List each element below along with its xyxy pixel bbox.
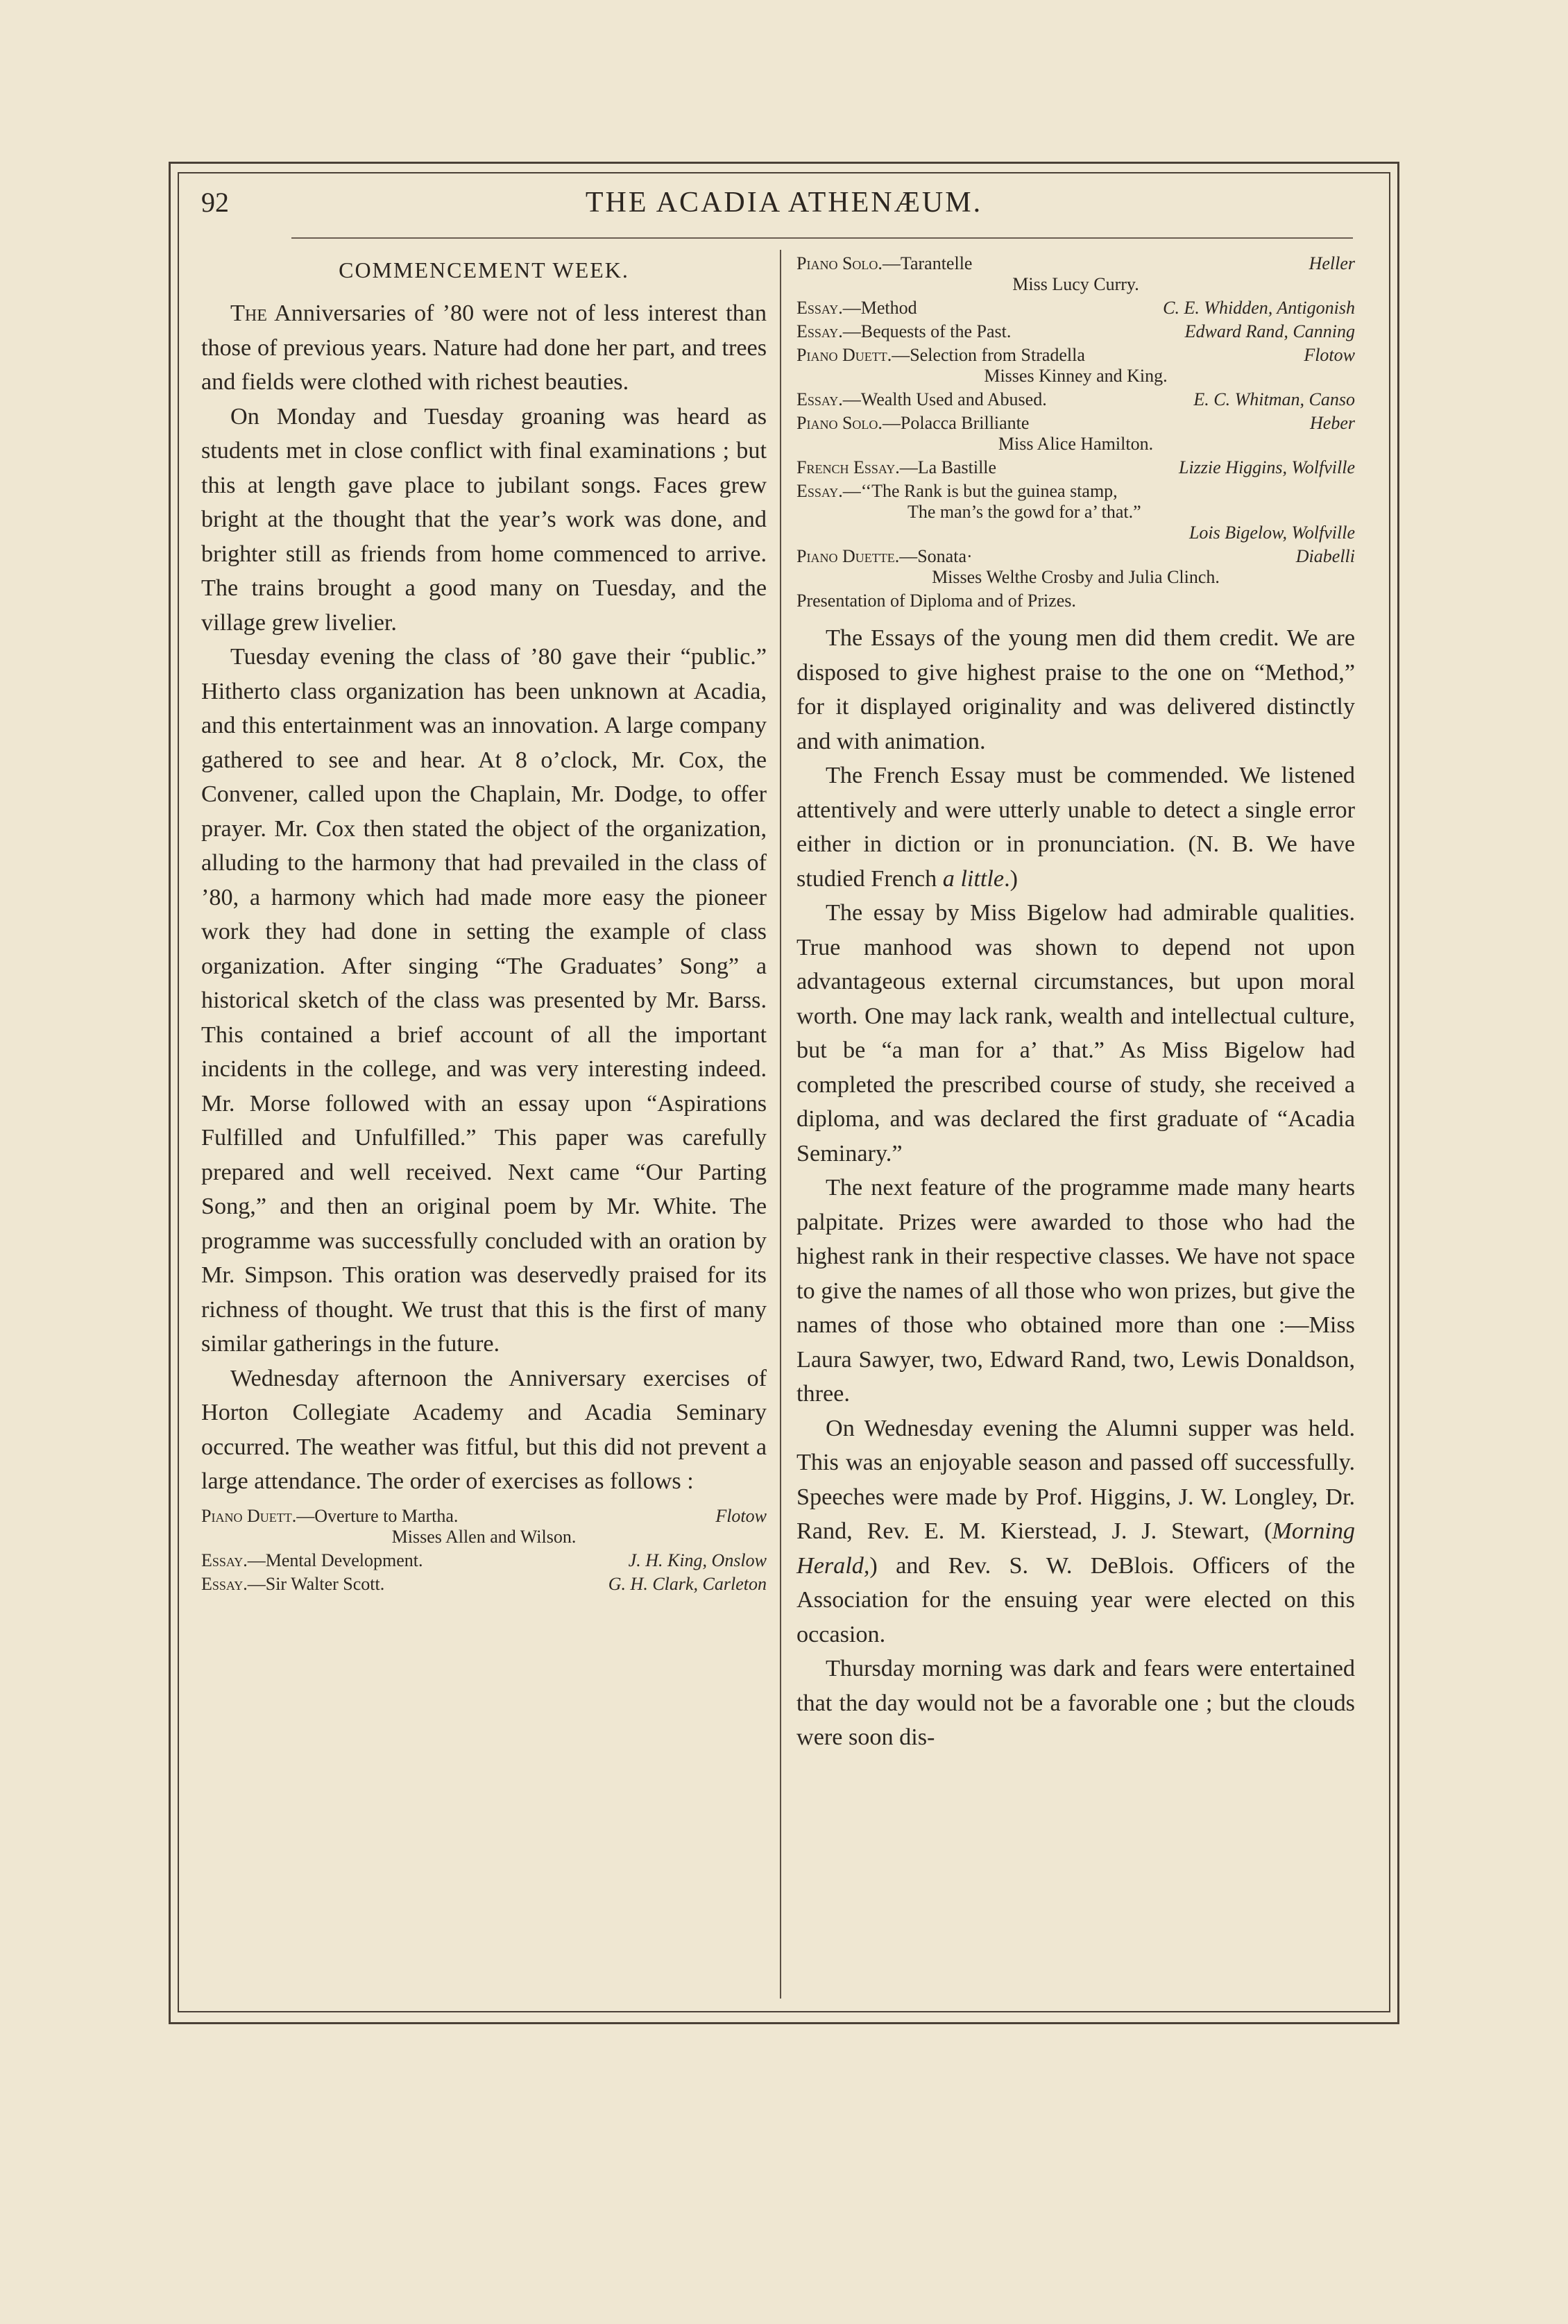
programme-item bbox=[796, 413, 1355, 455]
column-divider bbox=[780, 250, 781, 1999]
left-column bbox=[201, 253, 767, 1597]
drop-word: The bbox=[230, 300, 267, 326]
item-performers: Miss Alice Hamilton. bbox=[998, 434, 1154, 454]
item-title: .—Polacca Brilliante bbox=[878, 413, 1030, 433]
item-title: .—La Bastille bbox=[895, 457, 997, 477]
item-author: Lois Bigelow, Wolfville bbox=[1188, 523, 1355, 543]
item-type: Piano Solo bbox=[796, 253, 878, 273]
programme-item bbox=[796, 345, 1355, 387]
item-performers: Miss Lucy Curry. bbox=[1012, 274, 1139, 294]
programme-list bbox=[201, 1506, 767, 1595]
paragraph-text: .) bbox=[1004, 865, 1019, 892]
page-header bbox=[201, 182, 1367, 223]
paragraph: Tuesday evening the class of ’80 gave their “public.” Hitherto class organization has been unknown at Acadia, and this entertainment was an innovation. A large company gathered to see and hear. At 8 o’clock, Mr. Cox, the Convener, called upon the Chaplain, Mr. Dodge, to offer prayer. Mr. Cox then stated the object of the organization, alluding to the harmony that had prevailed in the class of ’80, a harmony which had made more easy the pioneer work they had done in setting the example of class organization. After singing “The Graduates’ Song” a historical sketch of the class was presented by Mr. Barss. This contained a brief account of all the important incidents in the college, and was very interesting indeed. Mr. Morse followed with an essay upon “Aspirations Fulfilled and Unfulfilled.” This paper was carefully prepared and well received. Next came “Our Parting Song,” and then an original poem by Mr. White. The programme was successfully concluded with an oration by Mr. Simpson. This oration was deservedly praised for its richness of thought. We trust that this is the first of many similar gatherings in the future. bbox=[201, 644, 767, 1357]
item-title: .—Mental Development. bbox=[243, 1550, 423, 1570]
item-type: Essay bbox=[201, 1573, 244, 1594]
item-type: Essay bbox=[796, 481, 839, 501]
item-type: Essay bbox=[201, 1550, 244, 1570]
programme-closing: Presentation of Diploma and of Prizes. bbox=[796, 591, 1076, 611]
paragraph bbox=[201, 296, 767, 400]
item-composer: Heller bbox=[1309, 253, 1355, 273]
programme-item bbox=[796, 321, 1355, 342]
item-title: .—Sonata· bbox=[894, 546, 973, 566]
item-type: Piano Solo bbox=[796, 413, 878, 433]
programme-item bbox=[796, 253, 1355, 295]
item-composer: Heber bbox=[1310, 413, 1355, 433]
programme-list bbox=[796, 253, 1355, 611]
item-title: .—Selection from Stradella bbox=[887, 345, 1085, 365]
paragraph-text: ) and Rev. S. W. DeBlois. Officers of the Association for the ensuing year were elected on this occasion. bbox=[796, 1552, 1355, 1647]
programme-item bbox=[796, 457, 1355, 478]
paragraph: The essay by Miss Bigelow had admirable qualities. True manhood was shown to depend not upon advantageous external circumstances, but upon moral worth. One may lack rank, wealth and intellectual culture, but be “a man for a’ that.” As Miss Bigelow had completed the prescribed course of study, she received a diploma, and was declared the first graduate of “Acadia Seminary.” bbox=[796, 900, 1355, 1167]
item-performers: Misses Allen and Wilson. bbox=[391, 1526, 577, 1547]
item-title: .—Wealth Used and Abused. bbox=[838, 389, 1047, 409]
page-number: 92 bbox=[201, 187, 229, 218]
item-author: E. C. Whitman, Canso bbox=[1193, 389, 1355, 409]
item-type: Essay bbox=[796, 389, 839, 409]
header-rule bbox=[291, 237, 1353, 239]
programme-item bbox=[796, 481, 1355, 543]
paragraph: The next feature of the programme made many hearts palpitate. Prizes were awarded to those who had the highest rank in their respective classes. We have not space to give the names of all those who won prizes, but give the names of those who obtained more than one :—Miss Laura Sawyer, two, Edward Rand, two, Lewis Donaldson, three. bbox=[796, 1175, 1355, 1407]
item-title-line2: The man’s the gowd for a’ that.” bbox=[907, 502, 1141, 522]
section-title: COMMENCEMENT WEEK. bbox=[339, 257, 629, 282]
item-author: J. H. King, Onslow bbox=[628, 1550, 767, 1570]
item-author: G. H. Clark, Carleton bbox=[608, 1573, 767, 1594]
item-title: .—Sir Walter Scott. bbox=[243, 1573, 385, 1594]
programme-item bbox=[201, 1574, 767, 1595]
italic-text: Morning Herald, bbox=[796, 1518, 1355, 1579]
paragraph bbox=[796, 758, 1355, 896]
programme-item bbox=[796, 389, 1355, 410]
paragraph-text: Anniversaries of ’80 were not of less interest than those of previous years. Nature had done her part, and trees and fields were clothed with richest beauties. bbox=[201, 300, 767, 395]
item-type: Piano Duette bbox=[796, 546, 895, 566]
item-title: .—Overture to Martha. bbox=[291, 1505, 459, 1526]
programme-item bbox=[796, 298, 1355, 319]
item-title: .—Tarantelle bbox=[878, 253, 973, 273]
item-type: Essay bbox=[796, 298, 839, 318]
programme-item bbox=[796, 546, 1355, 588]
paragraph-text: The French Essay must be commended. We listened attentively and were utterly unable to detect a single error either in diction or in pronunciation. (N. B. We have studied French bbox=[796, 763, 1355, 892]
item-author: C. E. Whidden, Antigonish bbox=[1163, 298, 1355, 318]
paragraph bbox=[796, 1411, 1355, 1652]
item-title: .—Method bbox=[838, 298, 917, 318]
right-column bbox=[796, 253, 1355, 1755]
programme-item bbox=[201, 1506, 767, 1547]
paragraph: The Essays of the young men did them credit. We are disposed to give highest praise to the one on “Method,” for it displayed originality and was delivered distinctly and with animation. bbox=[796, 625, 1355, 754]
item-author: Edward Rand, Canning bbox=[1184, 321, 1355, 341]
item-performers: Misses Welthe Crosby and Julia Clinch. bbox=[932, 567, 1220, 587]
journal-title: THE ACADIA ATHENÆUM. bbox=[585, 187, 983, 219]
item-performers: Misses Kinney and King. bbox=[984, 366, 1168, 386]
item-type: Piano Duett bbox=[201, 1505, 292, 1526]
paragraph: On Monday and Tuesday groaning was heard as students met in close conflict with final examinations ; but this at length gave place to jubilant songs. Faces grew bright at the thought that the year’s work was done, and brighter still as friends from home commenced to arrive. The trains brought a good many on Tuesday, and the village grew livelier. bbox=[201, 403, 767, 636]
item-type: Piano Duett bbox=[796, 345, 887, 365]
programme-item bbox=[201, 1550, 767, 1571]
item-author: Lizzie Higgins, Wolfville bbox=[1179, 457, 1355, 477]
item-title: .—‘‘The Rank is but the guinea stamp, bbox=[838, 481, 1118, 501]
item-title: .—Bequests of the Past. bbox=[838, 321, 1012, 341]
paragraph: Thursday morning was dark and fears were entertained that the day would not be a favorable one ; but the clouds were soon dis- bbox=[796, 1656, 1355, 1750]
item-type: French Essay bbox=[796, 457, 896, 477]
paragraph-text: On Wednesday evening the Alumni supper was held. This was an enjoyable season and passed off successfully. Speeches were made by Prof. Higgins, J. W. Longley, Dr. Rand, Rev. E. M. Kierstead, J. J. Stewart, ( bbox=[796, 1415, 1355, 1544]
item-type: Essay bbox=[796, 321, 839, 341]
italic-text: a little bbox=[942, 865, 1005, 892]
paragraph: Wednesday afternoon the Anniversary exercises of Horton Collegiate Academy and Acadia Seminary occurred. The weather was fitful, but this did not prevent a large attendance. The order of exercises as follows : bbox=[201, 1365, 767, 1494]
item-composer: Flotow bbox=[1304, 345, 1355, 365]
item-composer: Flotow bbox=[715, 1505, 767, 1526]
item-composer: Diabelli bbox=[1295, 546, 1355, 566]
